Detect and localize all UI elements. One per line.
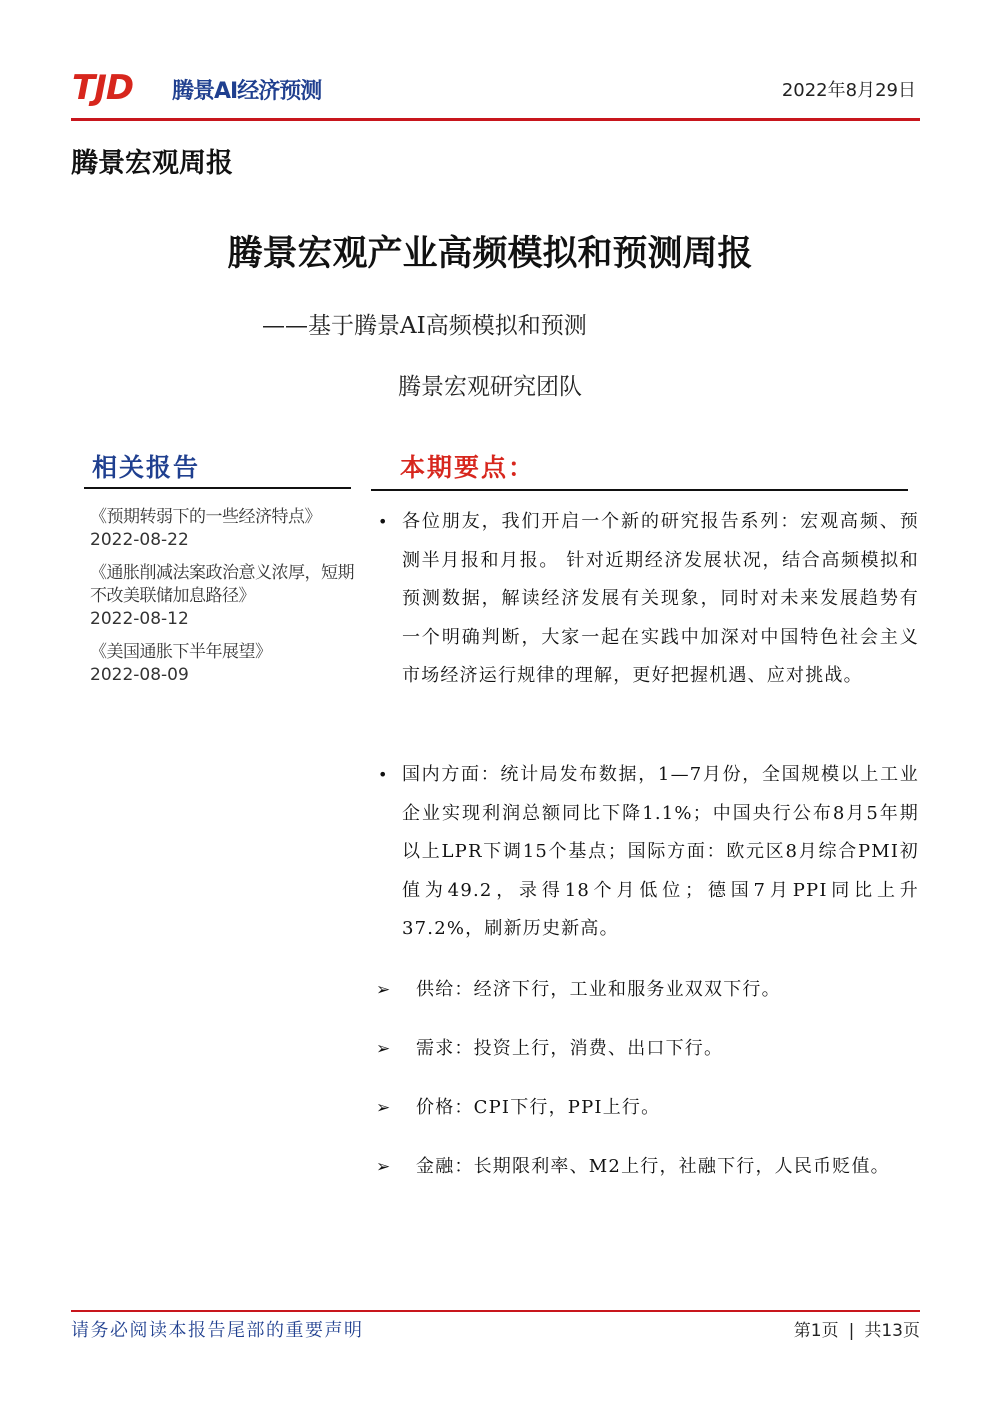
- related-report-date: 2022-08-12: [90, 609, 189, 629]
- header-divider: [71, 118, 920, 121]
- current-page: 第1页: [793, 1321, 839, 1341]
- highlight-text: 各位朋友，我们开启一个新的研究报告系列：宏观高频、预测半月报和月报。 针对近期经济发展状况，结合高频模拟和预测数据，解读经济发展有关现象，同时对未来发展趋势有一个明确判断，大家一起在实践中加深对中国特色社会主义市场经济运行规律的理解，更好把握机遇、应对挑战。: [402, 511, 919, 686]
- highlight-text: 国内方面：统计局发布数据，1—7月份，全国规模以上工业企业实现利润总额同比下降1.1%；中国央行公布8月5年期以上LPR下调15个基点；国际方面：欧元区8月综合PMI初值为49.2，录得18个月低位；德国7月PPI同比上升37.2%，刷新历史新高。: [402, 764, 919, 939]
- tjd-logo: [72, 70, 133, 106]
- arrow-right-icon: ➢: [376, 980, 391, 1000]
- related-report[interactable]: [90, 562, 360, 631]
- highlight-arrow-item: [374, 1148, 919, 1187]
- related-report-title[interactable]: 《通胀削减法案政治意义浓厚，短期不改美联储加息路径》: [90, 563, 354, 606]
- highlight-bullet: [374, 756, 919, 949]
- report-title: 腾景宏观产业高频模拟和预测周报: [227, 233, 753, 274]
- logo-letter-d: D: [105, 68, 134, 108]
- arrow-right-icon: ➢: [376, 1157, 391, 1177]
- related-reports-list: [90, 506, 360, 697]
- arrow-item-text: 金融：长期限利率、M2上行，社融下行，人民币贬值。: [416, 1156, 890, 1177]
- highlight-arrow-item: [374, 1089, 919, 1128]
- highlight-bullet: [374, 503, 919, 696]
- research-team: 腾景宏观研究团队: [398, 374, 582, 400]
- bullet-icon: •: [378, 512, 388, 531]
- page-indicator: [794, 1319, 920, 1343]
- footer-disclaimer: 请务必阅读本报告尾部的重要声明: [71, 1320, 364, 1341]
- related-reports-heading: 相关报告: [92, 453, 201, 482]
- report-date: 2022年8月29日: [781, 80, 916, 101]
- arrow-item-text: 价格：CPI下行，PPI上行。: [416, 1097, 661, 1118]
- logo-text: 腾景AI经济预测: [172, 79, 322, 104]
- report-subtitle: ——基于腾景AI高频模拟和预测: [262, 313, 587, 339]
- bullet-icon: •: [378, 765, 388, 784]
- total-pages: 共13页: [864, 1321, 920, 1341]
- page-separator: |: [848, 1321, 855, 1341]
- highlight-arrow-item: [374, 1030, 919, 1069]
- arrow-right-icon: ➢: [376, 1039, 391, 1059]
- arrow-item-text: 需求：投资上行，消费、出口下行。: [416, 1038, 724, 1059]
- highlights-divider: [371, 489, 908, 491]
- related-report[interactable]: [90, 506, 360, 552]
- arrow-right-icon: ➢: [376, 1098, 391, 1118]
- related-report-date: 2022-08-22: [90, 530, 189, 550]
- related-reports-divider: [84, 487, 351, 489]
- related-report-title[interactable]: 《预期转弱下的一些经济特点》: [90, 507, 321, 527]
- highlight-arrow-item: [374, 971, 919, 1010]
- section-title: 腾景宏观周报: [71, 148, 233, 179]
- logo-letter-t: T: [72, 68, 95, 108]
- related-report-date: 2022-08-09: [90, 665, 189, 685]
- related-report[interactable]: [90, 641, 360, 687]
- logo-letter-j: J: [94, 68, 106, 108]
- related-report-title[interactable]: 《美国通胀下半年展望》: [90, 642, 272, 662]
- highlights-heading: 本期要点：: [400, 453, 536, 482]
- arrow-item-text: 供给：经济下行，工业和服务业双双下行。: [416, 979, 781, 1000]
- footer-divider: [71, 1310, 920, 1312]
